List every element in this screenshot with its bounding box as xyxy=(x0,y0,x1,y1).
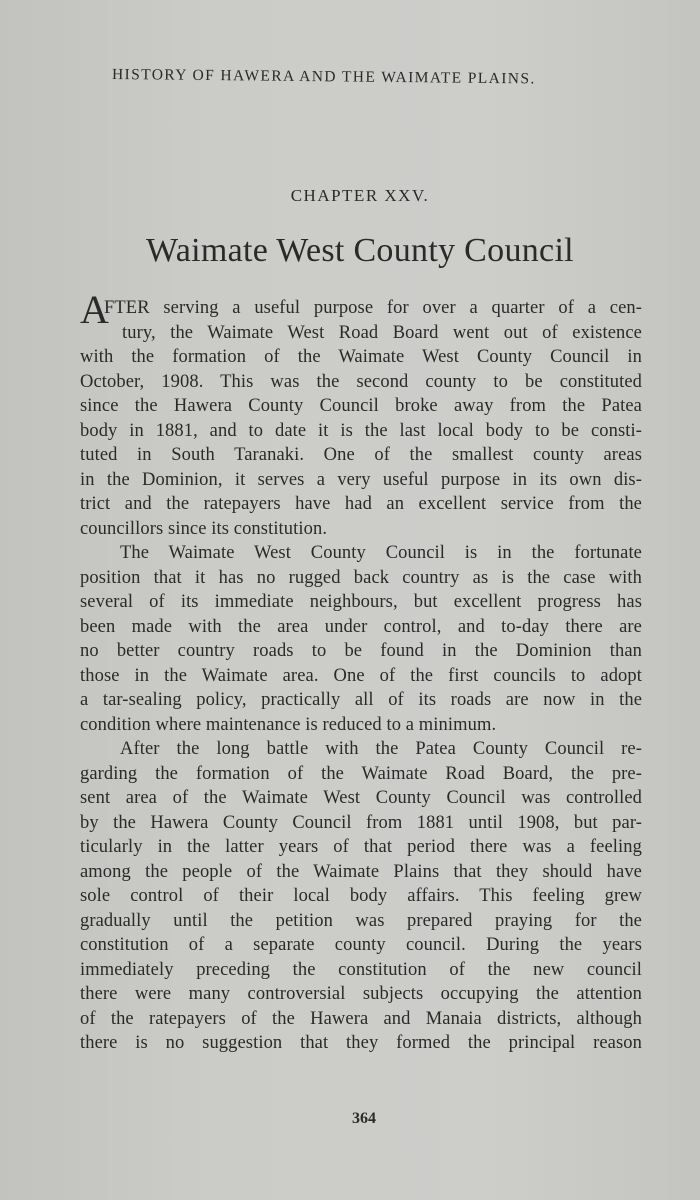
text-line: by the Hawera County Council from 1881 until 1908, but par- xyxy=(80,812,642,833)
chapter-heading: CHAPTER XXV. xyxy=(290,186,430,205)
text-line: garding the formation of the Waimate Road Board, the pre- xyxy=(80,763,642,784)
running-head: HISTORY OF HAWERA AND THE WAIMATE PLAINS. xyxy=(111,66,536,88)
text-line xyxy=(80,287,642,332)
text-line: constitution of a separate county council. During the years xyxy=(80,935,642,955)
body-text xyxy=(80,287,642,1056)
text-line: tuted in South Taranaki. One of the smallest county areas xyxy=(80,445,642,465)
text-line: ticularly in the latter years of that period there was a feeling xyxy=(80,837,642,857)
text-line: several of its immediate neighbours, but excellent progress has xyxy=(80,592,642,612)
text-line: among the people of the Waimate Plains that they should have xyxy=(80,861,642,882)
text-line: there is no suggestion that they formed the principal reason xyxy=(80,1033,642,1053)
page-title: Waimate West County Council xyxy=(146,232,574,269)
text-line: October, 1908. This was the second county to be constituted xyxy=(80,371,642,392)
text-line: tury, the Waimate West Road Board went out of existence xyxy=(122,322,642,343)
text-line: councillors since its constitution. xyxy=(80,518,328,539)
text-line: immediately preceding the constitution of the new council xyxy=(80,959,642,980)
drop-cap: A xyxy=(80,287,109,332)
text-line: no better country roads to be found in the Dominion than xyxy=(80,641,642,661)
text-line: body in 1881, and to date it is the last local body to be consti- xyxy=(80,420,642,441)
text-line: trict and the ratepayers have had an excellent service from the xyxy=(80,494,642,514)
text-line: The Waimate West County Council is in the fortunate xyxy=(120,543,642,563)
text-line: gradually until the petition was prepared praying for the xyxy=(80,910,642,931)
text-line: there were many controversial subjects occupying the attention xyxy=(80,984,642,1004)
page-number: 364 xyxy=(352,1110,376,1127)
text-line: been made with the area under control, and to-day there are xyxy=(80,616,642,637)
text-line: sent area of the Waimate West County Council was controlled xyxy=(80,788,642,808)
text-line: in the Dominion, it serves a very useful purpose in its own dis- xyxy=(80,469,642,490)
text-line: those in the Waimate area. One of the first councils to adopt xyxy=(80,665,642,686)
text-line: since the Hawera County Council broke away from the Patea xyxy=(80,396,642,416)
text-line: a tar-sealing policy, practically all of its roads are now in the xyxy=(80,690,642,710)
line-text: serving a useful purpose for over a quarter of a cen- xyxy=(149,298,642,318)
text-line: After the long battle with the Patea County Council re- xyxy=(120,739,642,759)
text-line: sole control of their local body affairs. This feeling grew xyxy=(80,886,642,906)
text-line: with the formation of the Waimate West County Council in xyxy=(80,347,642,367)
text-line: of the ratepayers of the Hawera and Manaia districts, although xyxy=(80,1008,642,1029)
text-line: condition where maintenance is reduced to a minimum. xyxy=(80,714,497,735)
text-line: position that it has no rugged back country as is the case with xyxy=(80,567,642,588)
first-word-rest: FTER xyxy=(104,298,150,318)
